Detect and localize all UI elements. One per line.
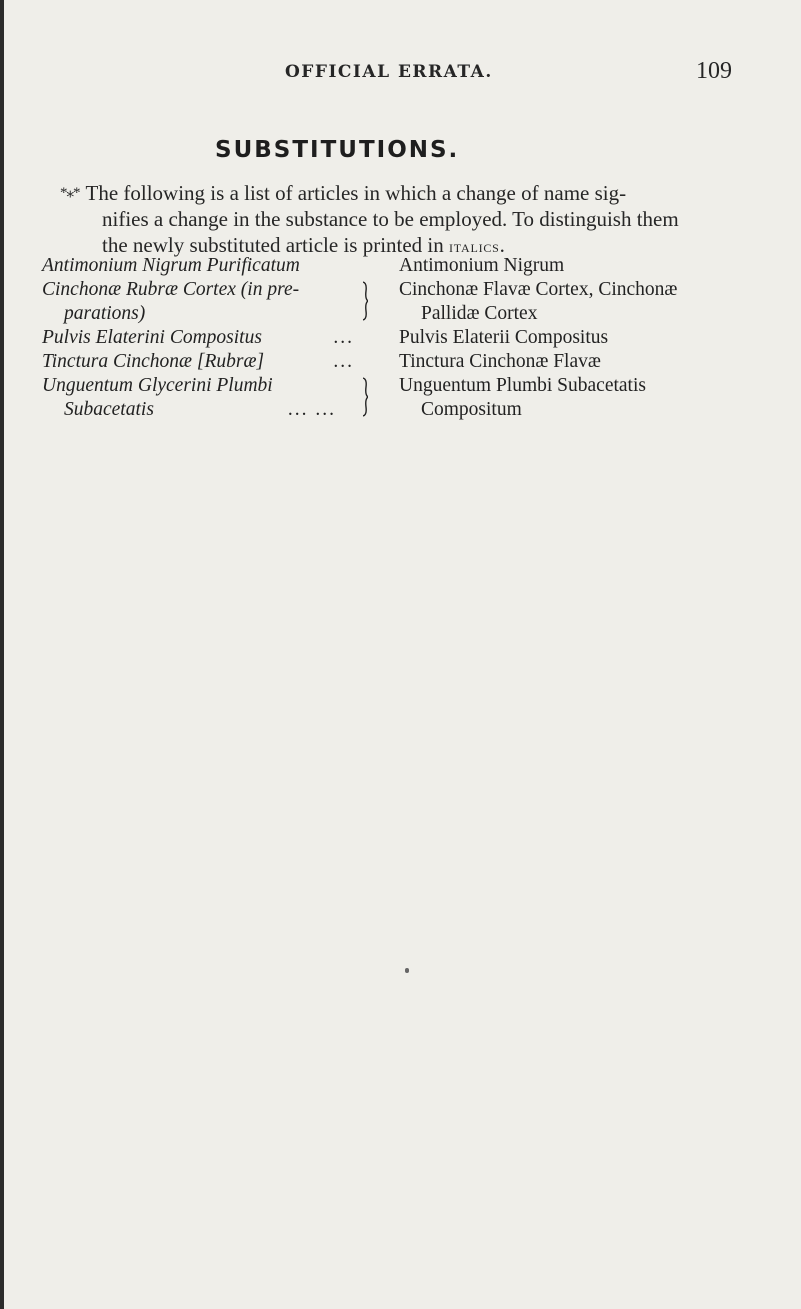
left-entry-4 <box>42 350 372 374</box>
entry-text-line-1: Unguentum Plumbi Subacetatis <box>399 375 646 396</box>
leader-dots: ... ... <box>287 399 336 420</box>
entry-text-line-1: Unguentum Glycerini Plumbi <box>42 375 273 396</box>
running-head: OFFICIAL ERRATA. <box>285 62 493 82</box>
entry-text: Tinctura Cinchonæ Flavæ <box>399 351 601 372</box>
left-entry-1 <box>42 254 372 278</box>
right-entry-4 <box>399 350 794 374</box>
entry-text: Pulvis Elaterii Compositus <box>399 327 609 348</box>
page-number: 109 <box>696 58 732 84</box>
ink-speck <box>405 968 409 973</box>
left-entry-3 <box>42 326 372 350</box>
italics-word: italics <box>449 237 500 256</box>
entry-text: Pulvis Elaterini Compositus <box>42 327 262 348</box>
right-entry-3 <box>399 326 794 350</box>
entry-text-line-1: Cinchonæ Flavæ Cortex, Cinchonæ <box>399 279 678 300</box>
right-entry-1 <box>399 254 794 278</box>
asterism-mark: *⁎* <box>60 185 80 201</box>
substituted-names-column <box>42 254 372 422</box>
intro-line-1 <box>60 180 760 206</box>
entry-text-continuation: Subacetatis <box>64 399 154 420</box>
section-title: SUBSTITUTIONS. <box>215 137 460 163</box>
original-names-column <box>399 254 794 422</box>
entry-text: Antimonium Nigrum Purificatum <box>42 255 300 276</box>
intro-paragraph <box>60 180 760 260</box>
intro-text-3: the newly substituted article is printed in <box>102 233 450 257</box>
entry-text-line-1: Cinchonæ Rubræ Cortex (in pre- <box>42 279 300 300</box>
entry-text-line-2 <box>42 398 372 422</box>
entry-text: Antimonium Nigrum <box>399 255 565 276</box>
leader-dots: ... <box>333 327 354 348</box>
right-brace-icon <box>363 377 368 417</box>
leader-dots: ... <box>333 351 354 372</box>
left-entry-5 <box>42 374 372 422</box>
entry-text-line-2: Pallidæ Cortex <box>421 303 538 324</box>
right-brace-icon <box>363 281 368 321</box>
intro-text-3-end: . <box>499 233 505 257</box>
intro-text-1: The following is a list of articles in which a change of name sig- <box>85 181 627 205</box>
entry-text-line-2: Compositum <box>421 399 522 420</box>
right-entry-2 <box>399 278 794 326</box>
right-entry-5 <box>399 374 794 422</box>
intro-line-2: nifies a change in the substance to be employed. To distinguish them <box>102 207 679 231</box>
page-edge-shadow <box>0 0 4 1309</box>
entry-text-line-2: parations) <box>64 303 146 324</box>
entry-text: Tinctura Cinchonæ [Rubræ] <box>42 351 265 372</box>
left-entry-2 <box>42 278 372 326</box>
